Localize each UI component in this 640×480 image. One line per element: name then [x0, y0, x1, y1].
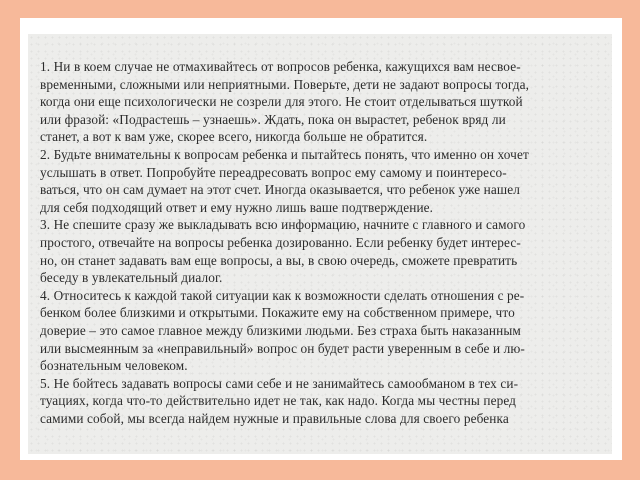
text-line: туациях, когда что-то действительно идет не так, как надо. Когда мы честны перед — [40, 393, 517, 409]
advice-paragraph-1 — [40, 58, 602, 146]
text-line: 3. Не спешите сразу же выкладывать всю информацию, начните с главного и самого — [40, 217, 526, 233]
text-line: 5. Не бойтесь задавать вопросы сами себе и не занимайтесь самообманом в тех си- — [40, 375, 519, 391]
text-line: ваться, что он сам думает на этот счет. Иногда оказывается, что ребенок уже нашел — [40, 182, 520, 198]
text-line: или высмеянным за «неправильный» вопрос он будет расти уверенным в себе и лю- — [40, 340, 525, 356]
slide-panel — [20, 18, 622, 460]
advice-paragraph-4 — [40, 287, 602, 375]
text-line: услышать в ответ. Попробуйте переадресовать вопрос ему самому и поинтересо- — [40, 164, 507, 180]
text-line: доверие – это самое главное между близкими людьми. Без страха быть наказанным — [40, 322, 521, 338]
advice-paragraph-3 — [40, 216, 602, 286]
text-line: бенком более близкими и открытыми. Покажите ему на собственном примере, что — [40, 305, 515, 321]
text-line: для себя подходящий ответ и ему нужно лишь ваше подтверждение. — [40, 199, 434, 215]
text-line: 1. Ни в коем случае не отмахивайтесь от вопросов ребенка, кажущихся вам несвое- — [40, 59, 521, 74]
text-line: простого, отвечайте на вопросы ребенка дозированно. Если ребенку будет интерес- — [40, 234, 521, 250]
advice-paragraph-2 — [40, 146, 602, 216]
text-line: станет, а вот к вам уже, скорее всего, никогда больше не обратится. — [40, 129, 428, 145]
text-line: самими собой, мы всегда найдем нужные и правильные слова для своего ребенка — [40, 410, 509, 426]
text-line: бознательным человеком. — [40, 358, 188, 374]
scanned-page — [28, 34, 612, 454]
text-line: временными, сложными или неприятными. Поверьте, дети не задают вопросы тогда, — [40, 76, 530, 92]
advice-text-block — [40, 58, 602, 427]
text-line: 2. Будьте внимательны к вопросам ребенка и пытайтесь понять, что именно он хочет — [40, 146, 529, 162]
text-line: 4. Относитесь к каждой такой ситуации как к возможности сделать отношения с ре- — [40, 287, 525, 303]
advice-paragraph-5 — [40, 375, 602, 428]
text-line: или фразой: «Подрастешь – узнаешь». Ждать, пока он вырастет, ребенок вряд ли — [40, 111, 506, 127]
text-line: беседу в увлекательный диалог. — [40, 270, 223, 286]
text-line: когда они еще психологически не созрели для этого. Не стоит отделываться шуткой — [40, 94, 523, 110]
text-line: но, он станет задавать вам еще вопросы, а вы, в свою очередь, сможете превратить — [40, 252, 518, 268]
